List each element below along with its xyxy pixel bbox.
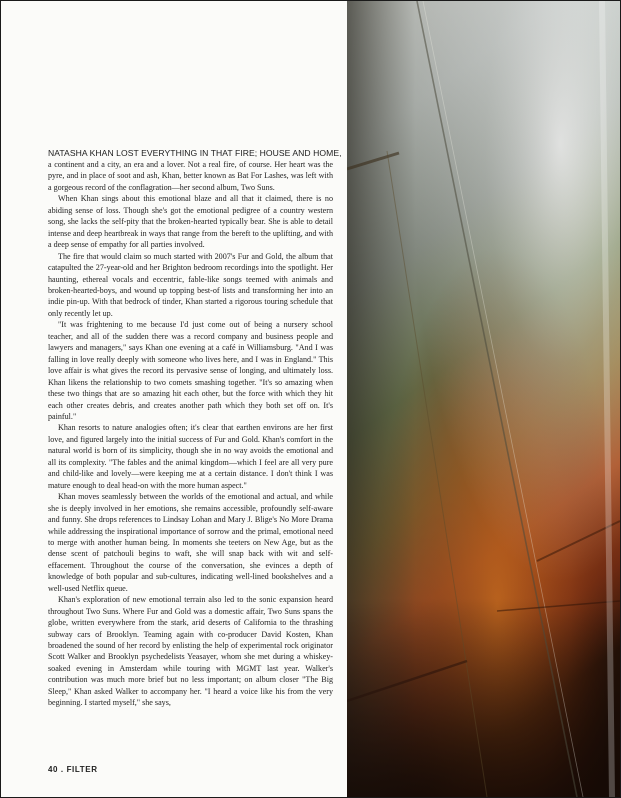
article-photo (347, 1, 620, 797)
article-paragraph-7: Khan's exploration of new emotional terrain also led to the sonic expansion heard throughout Two Suns. Where Fur and Gold was a domestic affair, Two Suns spans the globe, written everywhere from the stark, arid deserts of California to the thrashing subway cars of Brooklyn. Teaming again with co-producer David Kosten, Khan broadened the sound of her record by enlisting the help of experimental rock originator Scott Walker and Brooklyn psychedelists Yeasayer, whom she met during a whiskey-soaked evening in Amsterdam while touring with MGMT last year. Walker's contribution was much more brief but no less important; on album closer "The Big Sleep," Khan asked Walker to accompany her. "I heard a voice like his from the very beginning. I started myself," she says, (48, 595, 333, 708)
article-paragraph-3: The fire that would claim so much started with 2007's Fur and Gold, the album that catapulted the 27-year-old and her Brighton bedroom recordings into the spotlight. Her haunting, ethereal vocals and eccentric, fable-like songs teemed with animals and broken-hearted-boys, and wound up topping best-of lists and transforming her into an indie pin-up. With that bedrock of tinder, Khan started a rigorous touring schedule that only recently let up. (48, 251, 333, 318)
abstract-wall-image (347, 1, 620, 797)
article-paragraph-6: Khan moves seamlessly between the worlds of the emotional and actual, and while she is deeply involved in her emotions, she remains accessible, profoundly self-aware and funny. She drops references to Lindsay Lohan and Mary J. Blige's No More Drama while addressing the inspirational importance of sorrow and the primal, emotional need to merge with another human being. In moments she teeters on New Age, but as the dense scent of patchouli begins to waft, she will snap back with wit and self-effacement. Throughout the course of the conversation, she evinces a depth of knowledge of both popular and sub-cultures, indicating well-lined bookshelves and a well-used Netflix queue. (48, 492, 333, 593)
article-column (48, 148, 342, 709)
article-paragraph-4: "It was frightening to me because I'd just come out of being a nursery school teacher, and all of the sudden there was a record company and business people and lawyers and managers," says Khan one evening at a café in Williamsburg. "And I was falling in love really deeply with someone who lives here, and I was in England." This love affair is what gives the record its pervasive sense of longing, and ultimately loss. Khan likens the relationship to two comets smashing together. "It's so amazing when these two things that are so amazing hit each other, but the force with which they hit each other creates debris, and creates another path which they both set off on. It's painful." (48, 320, 333, 421)
article-paragraph-5: Khan resorts to nature analogies often; it's clear that earthen environs are her first love, and figured largely into the initial success of Fur and Gold. Khan's comfort in the natural world is born of its simplicity, though she in no way avoids the emotional and all its complexity. "The fables and the animal kingdom—which I feel are all very pure and child-like and lovely—were keeping me at a certain distance. I don't think I was mature enough to deal head-on with the more human aspect." (48, 423, 333, 490)
article-paragraph-1: a continent and a city, an era and a lover. Not a real fire, of course. Her heart was the pyre, and in place of soot and ash, Khan, better known as Bat For Lashes, was left with a gorgeous record of the conflagration—her second album, Two Suns. (48, 160, 333, 192)
page-folio: 40 . FILTER (48, 765, 98, 774)
article-lede: NATASHA KHAN LOST EVERYTHING IN THAT FIRE; HOUSE AND HOME, (48, 148, 342, 158)
article-paragraph-2: When Khan sings about this emotional blaze and all that it claimed, there is no abiding sense of loss. Though she's got the emotional pedigree of a country western song, she lacks the self-pity that the broken-hearted typically bear. She is able to detail intense and deep heartbreak in ways that range from the bereft to the uplifting, and with a deep sense of empathy for all parties involved. (48, 194, 333, 250)
